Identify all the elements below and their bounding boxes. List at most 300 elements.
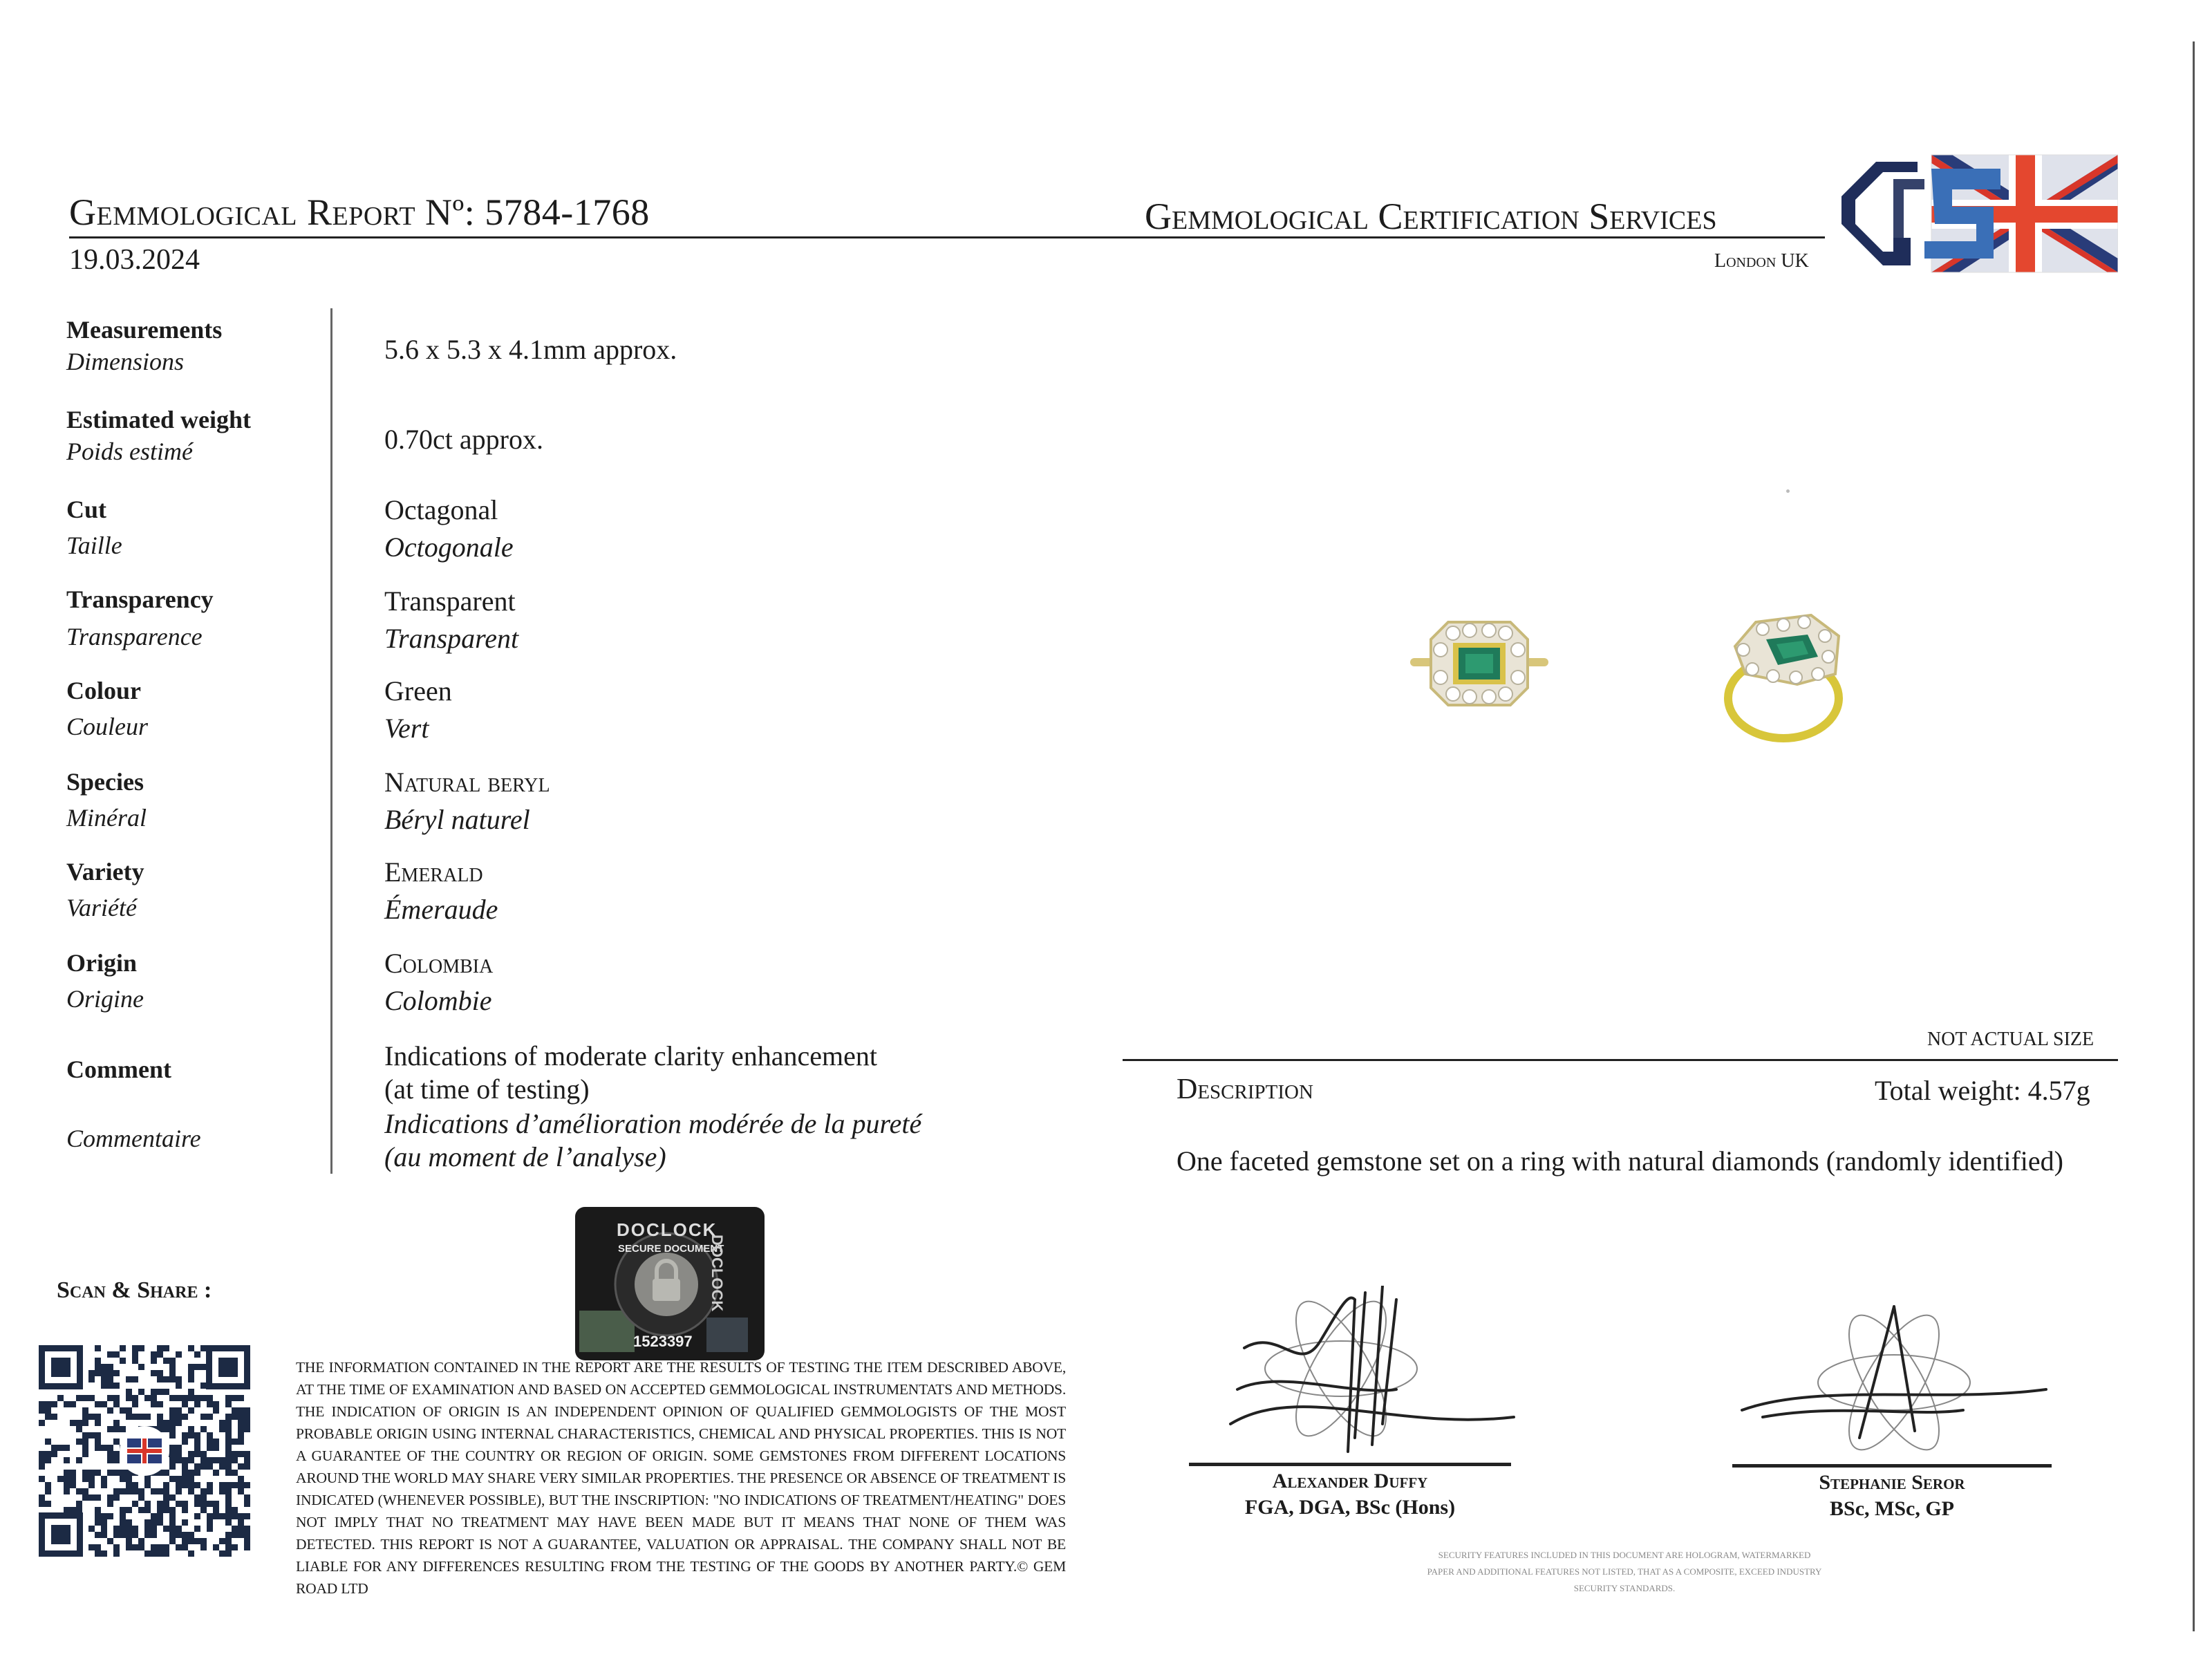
qr-module bbox=[157, 1376, 163, 1382]
qr-module bbox=[200, 1382, 207, 1389]
legal-disclaimer: THE INFORMATION CONTAINED IN THE REPORT ARE THE RESULTS OF TESTING THE ITEM DESCRIBED ABOVE, AT THE TIME OF EXAMINATION AND BASED ON ACCEPTED GEMMOLOGICAL INSTRUMENTATS AND METHODS. THE INDICATION OF ORIGIN IS AN INDEPENDENT OPINION OF QUALIFIED GEMMOLOGISTS OF THE MOST PROBABLE ORIGIN USING INTERNAL CHARACTERISTICS, CHEMICAL AND PHYSICAL PROPERTIES. THIS IS NOT A GUARANTEE OF THE COUNTRY OR REGION OF ORIGIN. SOME GEMSTONES FROM DIFFERENT LOCATIONS AROUND THE WORLD MAY SHARE VERY SIMILAR PROPERTIES. THE PRESENCE OR ABSENCE OF TREATMENT IS INDICATED (WHENEVER POSSIBLE), BUT THE INSCRIPTION: "NO INDICATIONS OF TREATMENT/HEATING" DOES NOT IMPLY THAT NO TREATMENT MAY HAVE BEEN MADE BUT IT MEANS THAT NONE OF THEM WAS DETECTED. THIS REPORT IS NOT A GUARANTEE, VALUATION OR APPRAISAL. THE COMPANY SHALL NOT BE LIABLE FOR ANY DIFFERENCES RESULTING FROM THE TESTING OF THE GOODS BY ANOTHER PARTY.© GEM ROAD LTD bbox=[296, 1359, 1066, 1597]
doclock-seal bbox=[575, 1207, 765, 1360]
qr-module bbox=[95, 1494, 101, 1501]
qr-module bbox=[169, 1376, 176, 1382]
qr-module bbox=[82, 1476, 88, 1482]
qr-module bbox=[144, 1526, 151, 1532]
qr-module bbox=[126, 1519, 132, 1526]
qr-module bbox=[194, 1451, 200, 1457]
qr-module bbox=[101, 1382, 107, 1389]
ring-photo-side-view bbox=[1714, 608, 1859, 747]
qr-module bbox=[39, 1476, 45, 1482]
qr-module bbox=[132, 1544, 138, 1550]
qr-module bbox=[151, 1389, 157, 1395]
qr-module bbox=[200, 1463, 207, 1470]
qr-module bbox=[157, 1420, 163, 1426]
qr-module bbox=[64, 1507, 70, 1513]
qr-module bbox=[182, 1519, 188, 1526]
qr-module bbox=[39, 1457, 45, 1463]
qr-module bbox=[169, 1395, 176, 1401]
company-location: London UK bbox=[1714, 250, 1809, 272]
qr-module bbox=[200, 1457, 207, 1463]
report-date: 19.03.2024 bbox=[69, 244, 200, 276]
qr-module bbox=[126, 1544, 132, 1550]
qr-module bbox=[188, 1432, 194, 1438]
qr-module bbox=[225, 1550, 232, 1557]
qr-module bbox=[188, 1426, 194, 1432]
qr-module bbox=[120, 1488, 126, 1494]
qr-module bbox=[126, 1476, 132, 1482]
qr-module bbox=[88, 1544, 95, 1550]
qr-module bbox=[82, 1494, 88, 1501]
label-taille: Taille bbox=[66, 532, 122, 559]
qr-module bbox=[182, 1507, 188, 1513]
qr-module bbox=[95, 1432, 101, 1438]
signature-stephanie-seror bbox=[1735, 1300, 2060, 1465]
qr-module bbox=[244, 1463, 250, 1470]
qr-module bbox=[76, 1501, 82, 1507]
qr-module bbox=[163, 1389, 169, 1395]
qr-module bbox=[176, 1451, 182, 1457]
qr-module bbox=[188, 1407, 194, 1414]
qr-module bbox=[126, 1407, 132, 1414]
qr-module bbox=[95, 1358, 101, 1364]
qr-module bbox=[64, 1482, 70, 1488]
qr-module bbox=[163, 1488, 169, 1494]
report-title: Gemmological Report Nº: 5784-1768 bbox=[69, 191, 650, 233]
qr-module bbox=[151, 1401, 157, 1407]
value-colour-fr: Vert bbox=[384, 713, 429, 744]
qr-module bbox=[151, 1544, 157, 1550]
qr-module bbox=[182, 1470, 188, 1476]
qr-module bbox=[126, 1395, 132, 1401]
qr-module bbox=[132, 1526, 138, 1532]
seal-brand: DOCLOCK bbox=[617, 1219, 718, 1240]
qr-module bbox=[64, 1445, 70, 1451]
qr-module bbox=[151, 1351, 157, 1358]
qr-module bbox=[107, 1513, 113, 1519]
qr-module bbox=[88, 1395, 95, 1401]
qr-module bbox=[51, 1445, 57, 1451]
qr-module bbox=[95, 1370, 101, 1376]
qr-module bbox=[151, 1370, 157, 1376]
qr-module bbox=[200, 1414, 207, 1420]
qr-module bbox=[163, 1507, 169, 1513]
qr-module bbox=[132, 1358, 138, 1364]
gcs-logo bbox=[1828, 148, 2118, 279]
qr-module bbox=[194, 1482, 200, 1488]
qr-module bbox=[39, 1407, 45, 1414]
qr-module bbox=[126, 1389, 132, 1395]
qr-module bbox=[107, 1457, 113, 1463]
value-cut: Octagonal bbox=[384, 494, 498, 525]
qr-module bbox=[120, 1407, 126, 1414]
qr-module bbox=[163, 1544, 169, 1550]
qr-module bbox=[157, 1488, 163, 1494]
qr-module bbox=[107, 1426, 113, 1432]
seal-secure-text: SECURE DOCUMENT bbox=[618, 1243, 724, 1255]
qr-module bbox=[163, 1376, 169, 1382]
qr-module bbox=[232, 1482, 238, 1488]
qr-module bbox=[82, 1451, 88, 1457]
qr-module bbox=[113, 1550, 120, 1557]
qr-module bbox=[219, 1420, 225, 1426]
qr-module bbox=[88, 1482, 95, 1488]
qr-module bbox=[101, 1519, 107, 1526]
qr-module bbox=[194, 1513, 200, 1519]
label-variete: Variété bbox=[66, 894, 137, 921]
qr-module bbox=[88, 1470, 95, 1476]
qr-module bbox=[225, 1470, 232, 1476]
qr-module bbox=[194, 1395, 200, 1401]
qr-module bbox=[64, 1401, 70, 1407]
qr-module bbox=[107, 1382, 113, 1389]
qr-module bbox=[213, 1407, 219, 1414]
signatory-1-name: Alexander Duffy bbox=[1272, 1470, 1428, 1492]
qr-module bbox=[238, 1526, 244, 1532]
qr-module bbox=[225, 1445, 232, 1451]
label-dimensions: Dimensions bbox=[66, 348, 184, 375]
qr-module bbox=[107, 1451, 113, 1457]
qr-module bbox=[169, 1364, 176, 1370]
qr-module bbox=[76, 1507, 82, 1513]
qr-module bbox=[88, 1526, 95, 1532]
qr-module bbox=[126, 1482, 132, 1488]
qr-module bbox=[207, 1463, 213, 1470]
qr-module bbox=[120, 1507, 126, 1513]
qr-module bbox=[225, 1414, 232, 1420]
value-variety-fr: Émeraude bbox=[384, 894, 498, 925]
qr-module bbox=[169, 1451, 176, 1457]
qr-module bbox=[76, 1395, 82, 1401]
value-comment-line2: (at time of testing) bbox=[384, 1074, 590, 1105]
qr-module bbox=[120, 1519, 126, 1526]
qr-module bbox=[157, 1345, 163, 1351]
qr-module bbox=[95, 1420, 101, 1426]
qr-module bbox=[225, 1451, 232, 1457]
qr-module bbox=[176, 1395, 182, 1401]
qr-module bbox=[39, 1501, 45, 1507]
qr-module bbox=[232, 1470, 238, 1476]
qr-module bbox=[45, 1482, 51, 1488]
qr-module bbox=[144, 1482, 151, 1488]
qr-module bbox=[82, 1470, 88, 1476]
qr-module bbox=[76, 1438, 82, 1445]
qr-module bbox=[95, 1550, 101, 1557]
qr-code[interactable] bbox=[39, 1345, 250, 1557]
qr-module bbox=[70, 1420, 76, 1426]
qr-module bbox=[88, 1432, 95, 1438]
qr-module bbox=[169, 1370, 176, 1376]
qr-module bbox=[188, 1457, 194, 1463]
qr-module bbox=[232, 1532, 238, 1538]
qr-code-graphic[interactable] bbox=[39, 1345, 250, 1557]
qr-module bbox=[82, 1445, 88, 1451]
qr-module bbox=[238, 1432, 244, 1438]
qr-module bbox=[213, 1513, 219, 1519]
qr-module bbox=[82, 1395, 88, 1401]
qr-module bbox=[101, 1370, 107, 1376]
label-mineral: Minéral bbox=[66, 804, 147, 832]
label-colour: Colour bbox=[66, 677, 141, 704]
qr-module bbox=[188, 1476, 194, 1482]
qr-module bbox=[194, 1351, 200, 1358]
description-rule bbox=[1123, 1059, 2118, 1061]
qr-module bbox=[163, 1345, 169, 1351]
qr-module bbox=[207, 1513, 213, 1519]
qr-module bbox=[169, 1457, 176, 1463]
qr-module bbox=[151, 1519, 157, 1526]
qr-module bbox=[163, 1358, 169, 1364]
qr-module bbox=[238, 1426, 244, 1432]
qr-module bbox=[194, 1470, 200, 1476]
qr-module bbox=[107, 1538, 113, 1544]
qr-module bbox=[76, 1457, 82, 1463]
label-origin: Origin bbox=[66, 949, 138, 977]
qr-module bbox=[232, 1457, 238, 1463]
qr-module bbox=[176, 1476, 182, 1482]
qr-module bbox=[207, 1401, 213, 1407]
value-comment-line1: Indications of moderate clarity enhancement bbox=[384, 1040, 878, 1071]
qr-module bbox=[95, 1401, 101, 1407]
qr-module bbox=[51, 1451, 57, 1457]
qr-module bbox=[64, 1476, 70, 1482]
qr-module bbox=[225, 1519, 232, 1526]
qr-module bbox=[232, 1438, 238, 1445]
qr-module bbox=[182, 1438, 188, 1445]
qr-module bbox=[126, 1376, 132, 1382]
qr-module bbox=[132, 1501, 138, 1507]
qr-module bbox=[163, 1494, 169, 1501]
qr-module bbox=[244, 1451, 250, 1457]
qr-module bbox=[113, 1438, 120, 1445]
qr-module bbox=[138, 1488, 144, 1494]
qr-module bbox=[107, 1395, 113, 1401]
qr-module bbox=[76, 1488, 82, 1494]
qr-module bbox=[82, 1407, 88, 1414]
qr-module bbox=[113, 1426, 120, 1432]
qr-module bbox=[219, 1488, 225, 1494]
qr-module bbox=[182, 1457, 188, 1463]
qr-module bbox=[207, 1526, 213, 1532]
qr-module bbox=[120, 1426, 126, 1432]
qr-module bbox=[176, 1526, 182, 1532]
qr-module bbox=[225, 1482, 232, 1488]
qr-module bbox=[144, 1550, 151, 1557]
qr-module bbox=[88, 1494, 95, 1501]
value-transparency-fr: Transparent bbox=[384, 623, 519, 654]
qr-module bbox=[113, 1395, 120, 1401]
qr-module bbox=[238, 1482, 244, 1488]
qr-module bbox=[244, 1494, 250, 1501]
signature-scribble-1 bbox=[1217, 1286, 1535, 1472]
total-weight: Total weight: 4.57g bbox=[1875, 1075, 2090, 1106]
qr-module bbox=[244, 1426, 250, 1432]
qr-module bbox=[238, 1519, 244, 1526]
qr-module bbox=[194, 1494, 200, 1501]
qr-module bbox=[225, 1532, 232, 1538]
qr-module bbox=[132, 1376, 138, 1382]
qr-module bbox=[207, 1501, 213, 1507]
qr-module bbox=[45, 1501, 51, 1507]
qr-module bbox=[138, 1345, 144, 1351]
qr-module bbox=[82, 1420, 88, 1426]
qr-module bbox=[169, 1519, 176, 1526]
qr-module bbox=[101, 1526, 107, 1532]
qr-module bbox=[219, 1463, 225, 1470]
qr-module bbox=[64, 1488, 70, 1494]
qr-module bbox=[194, 1445, 200, 1451]
qr-module bbox=[225, 1488, 232, 1494]
qr-module bbox=[200, 1501, 207, 1507]
qr-module bbox=[238, 1451, 244, 1457]
qr-module bbox=[200, 1451, 207, 1457]
qr-module bbox=[176, 1482, 182, 1488]
qr-module bbox=[213, 1507, 219, 1513]
label-couleur: Couleur bbox=[66, 713, 149, 740]
qr-module bbox=[169, 1513, 176, 1519]
label-poids-estime: Poids estimé bbox=[66, 438, 193, 465]
value-comment-fr-line1: Indications d’amélioration modérée de la pureté bbox=[384, 1108, 922, 1139]
qr-module bbox=[113, 1470, 120, 1476]
qr-module bbox=[238, 1438, 244, 1445]
qr-module bbox=[244, 1407, 250, 1414]
value-species-fr: Béryl naturel bbox=[384, 804, 530, 835]
qr-module bbox=[219, 1482, 225, 1488]
qr-module bbox=[95, 1470, 101, 1476]
qr-module bbox=[176, 1420, 182, 1426]
qr-module bbox=[82, 1432, 88, 1438]
qr-module bbox=[176, 1414, 182, 1420]
qr-module bbox=[244, 1532, 250, 1538]
qr-module bbox=[207, 1438, 213, 1445]
qr-module bbox=[70, 1401, 76, 1407]
qr-module bbox=[182, 1414, 188, 1420]
qr-module bbox=[132, 1482, 138, 1488]
qr-module bbox=[126, 1507, 132, 1513]
qr-module bbox=[238, 1463, 244, 1470]
qr-module bbox=[144, 1532, 151, 1538]
value-colour: Green bbox=[384, 675, 452, 706]
qr-module bbox=[157, 1513, 163, 1519]
scan-share-label: Scan & Share : bbox=[57, 1277, 212, 1303]
qr-module bbox=[151, 1488, 157, 1494]
qr-module bbox=[107, 1470, 113, 1476]
qr-module bbox=[132, 1488, 138, 1494]
qr-module bbox=[194, 1401, 200, 1407]
qr-module bbox=[169, 1358, 176, 1364]
qr-module bbox=[225, 1463, 232, 1470]
qr-module bbox=[182, 1401, 188, 1407]
qr-module bbox=[213, 1445, 219, 1451]
qr-module bbox=[213, 1470, 219, 1476]
signature-line-1 bbox=[1189, 1463, 1511, 1466]
qr-module bbox=[213, 1501, 219, 1507]
qr-module bbox=[45, 1407, 51, 1414]
seal-brand-vertical: DOCLOCK bbox=[709, 1235, 726, 1312]
qr-module bbox=[188, 1345, 194, 1351]
qr-module bbox=[113, 1532, 120, 1538]
qr-module bbox=[120, 1532, 126, 1538]
qr-module bbox=[95, 1345, 101, 1351]
qr-module bbox=[188, 1364, 194, 1370]
qr-module bbox=[70, 1507, 76, 1513]
qr-module bbox=[151, 1395, 157, 1401]
signatory-2 bbox=[1732, 1470, 2052, 1522]
qr-module bbox=[188, 1532, 194, 1538]
qr-module bbox=[213, 1457, 219, 1463]
qr-module bbox=[101, 1532, 107, 1538]
ring-top-view-icon bbox=[1410, 608, 1548, 719]
qr-module bbox=[151, 1532, 157, 1538]
qr-module bbox=[57, 1395, 64, 1401]
qr-module bbox=[182, 1463, 188, 1470]
label-species: Species bbox=[66, 768, 144, 796]
qr-module bbox=[157, 1507, 163, 1513]
qr-module bbox=[157, 1401, 163, 1407]
qr-module bbox=[157, 1501, 163, 1507]
qr-module bbox=[138, 1538, 144, 1544]
qr-module bbox=[200, 1538, 207, 1544]
qr-module bbox=[238, 1414, 244, 1420]
qr-module bbox=[238, 1488, 244, 1494]
qr-module bbox=[138, 1389, 144, 1395]
column-divider bbox=[330, 308, 332, 1174]
qr-module bbox=[126, 1532, 132, 1538]
qr-module bbox=[244, 1457, 250, 1463]
qr-module bbox=[95, 1513, 101, 1519]
value-measurements: 5.6 x 5.3 x 4.1mm approx. bbox=[384, 334, 677, 365]
qr-module bbox=[207, 1414, 213, 1420]
signatory-2-name: Stephanie Seror bbox=[1819, 1471, 1965, 1494]
qr-module bbox=[144, 1501, 151, 1507]
qr-module bbox=[113, 1420, 120, 1426]
seal-number: 1523397 bbox=[633, 1333, 693, 1350]
qr-module bbox=[88, 1376, 95, 1382]
value-species: Natural beryl bbox=[384, 767, 550, 798]
qr-module bbox=[232, 1414, 238, 1420]
qr-module bbox=[188, 1451, 194, 1457]
qr-center-flag-icon bbox=[120, 1426, 169, 1476]
qr-module bbox=[176, 1351, 182, 1358]
qr-module bbox=[169, 1445, 176, 1451]
description-title: Description bbox=[1177, 1074, 1313, 1105]
label-estimated-weight: Estimated weight bbox=[66, 406, 251, 433]
qr-module bbox=[219, 1426, 225, 1432]
qr-module bbox=[244, 1513, 250, 1519]
qr-module bbox=[176, 1376, 182, 1382]
qr-module bbox=[101, 1550, 107, 1557]
qr-module bbox=[225, 1507, 232, 1513]
qr-module bbox=[207, 1457, 213, 1463]
qr-module bbox=[157, 1351, 163, 1358]
qr-module bbox=[200, 1488, 207, 1494]
qr-module bbox=[182, 1482, 188, 1488]
qr-module bbox=[39, 1401, 45, 1407]
qr-module bbox=[144, 1395, 151, 1401]
description-text: One faceted gemstone set on a ring with natural diamonds (randomly identified) bbox=[1177, 1145, 2063, 1177]
signature-line-2 bbox=[1732, 1464, 2052, 1468]
qr-module bbox=[95, 1544, 101, 1550]
qr-module bbox=[188, 1389, 194, 1395]
qr-module bbox=[225, 1401, 232, 1407]
qr-module bbox=[45, 1414, 51, 1420]
qr-module bbox=[213, 1438, 219, 1445]
qr-module bbox=[163, 1470, 169, 1476]
qr-module bbox=[88, 1476, 95, 1482]
qr-module bbox=[76, 1426, 82, 1432]
qr-module bbox=[176, 1407, 182, 1414]
